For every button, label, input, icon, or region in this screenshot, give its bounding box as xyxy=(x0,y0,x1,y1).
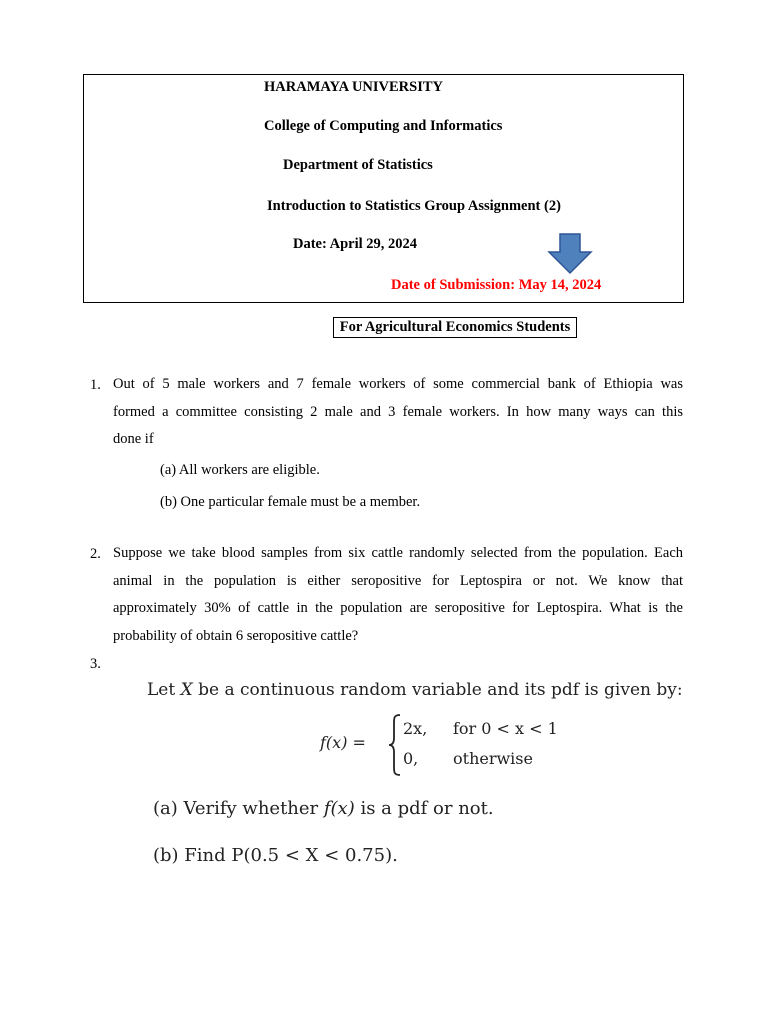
case-1-condition: for 0 < x < 1 xyxy=(453,719,558,738)
function-lhs: f(x) = xyxy=(320,733,366,752)
text-line: Out of 5 male workers and 7 female workers of some commercial bank of Ethiopia was xyxy=(113,376,683,392)
audience-label: For Agricultural Economics Students xyxy=(333,317,577,338)
assignment-date: Date: April 29, 2024 xyxy=(293,236,418,252)
case-1-value: 2x, xyxy=(403,719,428,738)
question-number: 3. xyxy=(90,656,101,672)
question-3-intro xyxy=(147,680,683,700)
university-name: HARAMAYA UNIVERSITY xyxy=(264,79,444,95)
intro-text: be a continuous random variable and its pdf is given by: xyxy=(192,680,683,700)
question-1-option-a: (a) All workers are eligible. xyxy=(160,462,320,478)
question-1-text xyxy=(113,371,683,454)
part-label: (b) Find xyxy=(153,845,232,866)
function-name: f(x) xyxy=(323,798,355,819)
text-line: Suppose we take blood samples from six cattle randomly selected from the population. Each xyxy=(113,545,683,561)
part-label: (a) Verify whether xyxy=(153,798,324,819)
question-number: 1. xyxy=(90,377,101,393)
question-3-part-a xyxy=(153,798,494,819)
text-line: done if xyxy=(113,431,154,447)
header-box xyxy=(83,74,684,303)
assignment-title: Introduction to Statistics Group Assignment (2) xyxy=(267,198,561,214)
variable-x: X xyxy=(180,680,193,700)
intro-text: Let xyxy=(147,680,181,700)
curly-brace-icon xyxy=(388,714,402,776)
text-line: formed a committee consisting 2 male and 3 female workers. In how many ways can this xyxy=(113,403,683,420)
question-3-part-b xyxy=(153,845,398,866)
text-line: approximately 30% of cattle in the population are seropositive for Leptospira. What is the xyxy=(113,600,683,616)
case-2-value: 0, xyxy=(403,749,419,768)
question-2-text xyxy=(113,540,683,650)
question-1-option-b: (b) One particular female must be a member. xyxy=(160,494,421,510)
part-text: is a pdf or not. xyxy=(354,798,494,819)
college-name: College of Computing and Informatics xyxy=(264,118,503,134)
department-name: Department of Statistics xyxy=(283,157,433,173)
text-line: probability of obtain 6 seropositive cattle? xyxy=(113,627,359,644)
text-line: animal in the population is either seropositive for Leptospira or not. We know that xyxy=(113,572,683,589)
probability-expression: P(0.5 < X < 0.75). xyxy=(231,845,398,866)
submission-date: Date of Submission: May 14, 2024 xyxy=(391,277,602,293)
case-2-condition: otherwise xyxy=(453,749,533,768)
question-number: 2. xyxy=(90,546,101,562)
down-arrow-icon xyxy=(547,233,593,275)
